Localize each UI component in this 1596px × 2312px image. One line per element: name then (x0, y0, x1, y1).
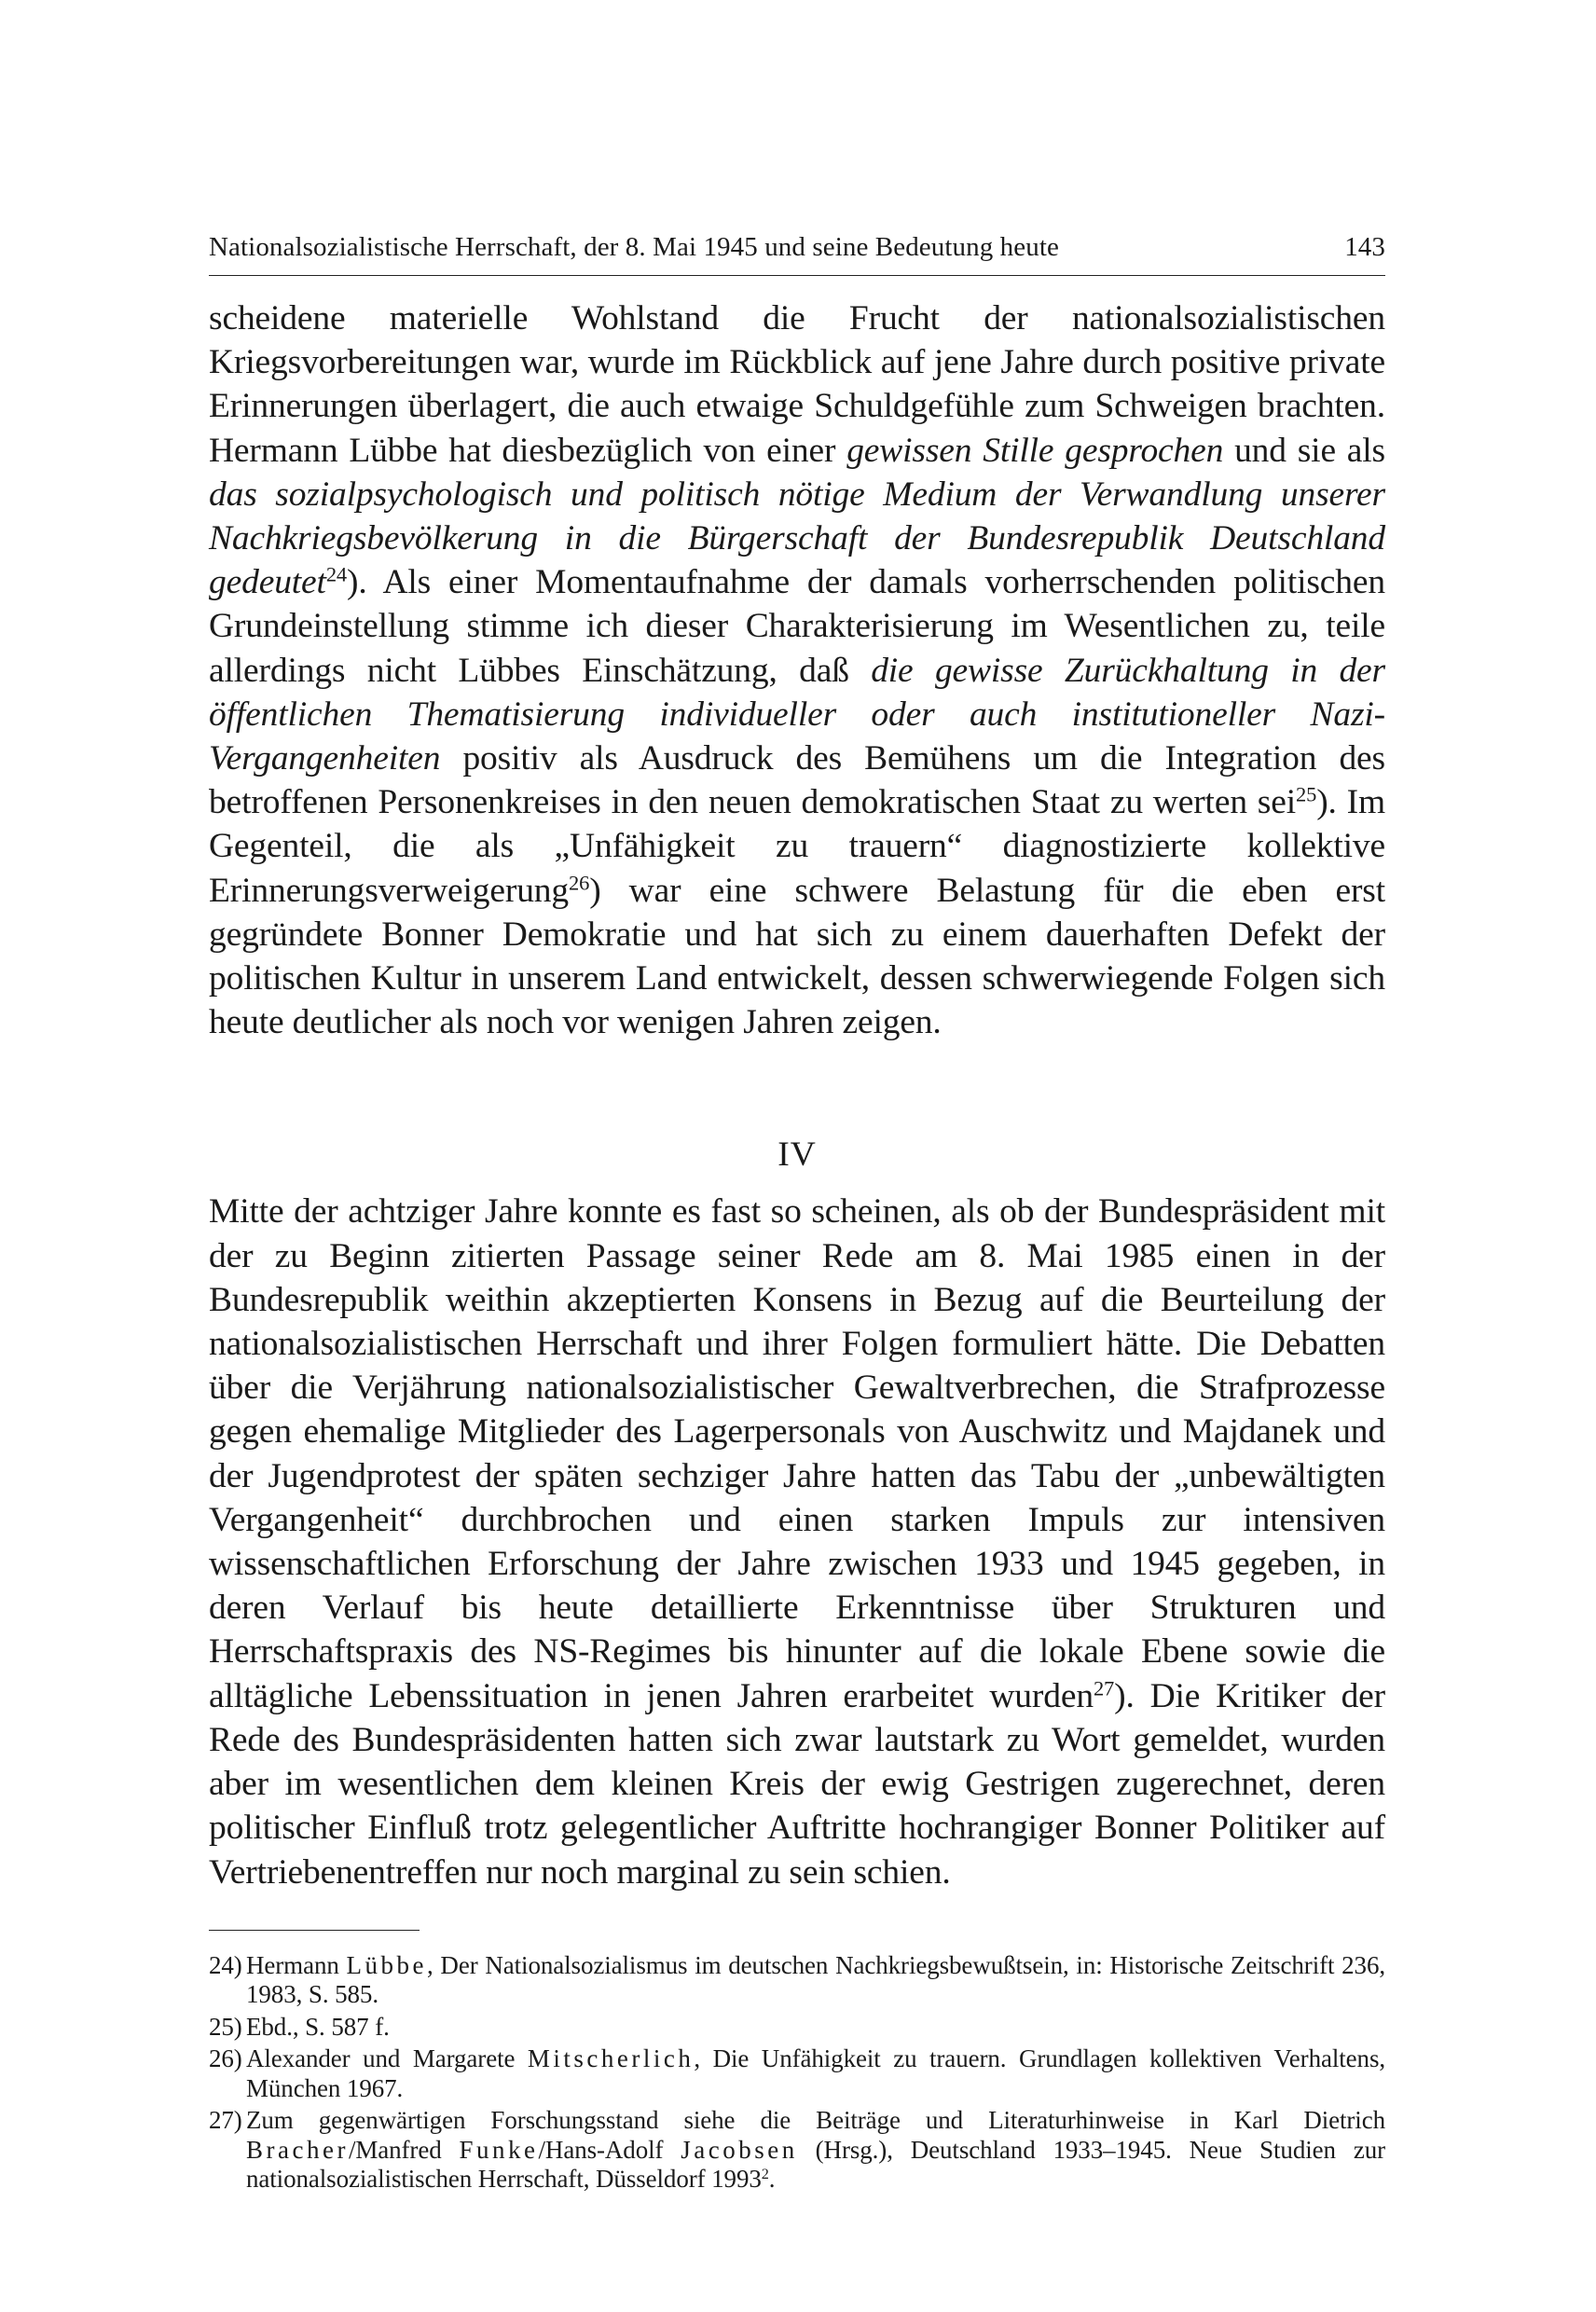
footnote-24 (209, 1951, 1385, 2010)
text-run: Mitte der achtziger Jahre konnte es fast so scheinen, als ob der Bundespräsident mit der zu Beginn zitierten Passage seiner Rede am 8. Mai 1985 einen in der Bundesrepublik weithin akzeptierten Konsens in Bezug auf die Beurteilung der nationalsozialistischen Herrschaft und ihrer Folgen formuliert hätte. Die Debatten über die Verjährung nationalsozialistischer Gewaltverbrechen, die Strafprozesse gegen ehemalige Mitglieder des Lagerpersonals von Auschwitz und Majdanek und der Jugendprotest der späten sechziger Jahre hatten das Tabu der „unbewältigten Vergangenheit“ durchbrochen und einen starken Impuls zur intensiven wissenschaftlichen Erforschung der Jahre zwischen 1933 und 1945 gegeben, in deren Verlauf bis heute detaillierte Erkenntnisse über Strukturen und Herrschaftspraxis des NS-Regimes bis hinunter auf die lokale Ebene sowie die alltägliche Lebenssituation in jenen Jahren erarbeitet wurden (209, 1192, 1385, 1715)
footnote-rule (209, 1930, 420, 1931)
footnote-mark: 25) (209, 2012, 242, 2041)
text-run: scheidene materielle Wohlstand die Frucht der nationalsozialistischen Kriegsvorbereitungen war, wurde im Rückblick auf jene Jahre durch positive private Erinnerungen überlagert, die auch etwaige Schuldgefühle zum Schweigen brachten. Hermann Lübbe hat diesbezüglich von einer (209, 299, 1385, 470)
running-head-title: Nationalsozialistische Herrschaft, der 8. Mai 1945 und seine Bedeutung heute (209, 232, 1059, 262)
author-name: Mitscherlich (527, 2044, 695, 2073)
footnote-26 (209, 2044, 1385, 2103)
author-name: Jacobsen (681, 2135, 798, 2164)
running-head (209, 228, 1385, 276)
page (209, 228, 1385, 2197)
footnote-text (246, 1951, 1385, 2010)
footnote-mark: 24) (209, 1950, 242, 1979)
italic-quote: das sozialpsychologisch und politisch nötige Medium der Verwandlung unserer Nachkriegsbevölkerung in die Bürgerschaft der Bundesrepublik Deutschland gedeutet (209, 475, 1385, 602)
text-run: /Manfred (348, 2135, 460, 2164)
footnote-mark: 26) (209, 2044, 242, 2073)
author-name: Funke (459, 2135, 539, 2164)
body-text (209, 296, 1385, 1894)
text-run: ). Die Kritiker der Rede des Bundespräsidenten hatten sich zwar lautstark zu Wort gemeldet, wurden aber im wesentlichen dem kleinen Kreis der ewig Gestrigen zugerechnet, deren politischer Einfluß trotz gelegentlicher Auftritte hochrangiger Bonner Politiker auf Vertriebenentreffen nur noch marginal zu sein schien. (209, 1676, 1386, 1892)
footnote-text (246, 2044, 1385, 2103)
text-run: positiv als Ausdruck des Bemühens um die Integration des betroffenen Personenkreises in den neuen demokratischen Staat zu werten sei (209, 739, 1385, 822)
text-run: , Die Unfähigkeit zu trauern. Grundlagen kollektiven Verhaltens, München 1967. (246, 2044, 1385, 2102)
italic-quote: die gewisse Zurückhaltung in der öffentlichen Thematisierung individueller oder auch institutioneller Nazi-Vergangenheiten (209, 651, 1385, 778)
paragraph-2 (209, 1190, 1385, 1893)
text-run: , Der Nationalsozialismus im deutschen Nachkriegsbewußtsein, in: Historische Zeitschrift 236, 1983, S. 585. (246, 1950, 1385, 2009)
text-run: . (768, 2165, 776, 2194)
footnote-ref-27[interactable]: 27 (1093, 1676, 1115, 1700)
text-run: ). Als einer Momentaufnahme der damals vorherrschenden politischen Grundeinstellung stimme ich dieser Charakterisierung im Wesentlichen zu, teile allerdings nicht Lübbes Einschätzung, daß (209, 563, 1385, 690)
text-run: Hermann (246, 1950, 347, 1979)
footnote-25 (209, 2013, 1385, 2043)
edition-superscript: 2 (761, 2166, 769, 2183)
text-run: Zum gegenwärtigen Forschungsstand siehe die Beiträge und Literaturhinweise in Karl Dietrich (246, 2106, 1385, 2135)
text-run: ). Im Gegenteil, die als „Unfähigkeit zu trauern“ diagnostizierte kollektive Erinnerungsverweigerung (209, 783, 1385, 910)
footnote-ref-26[interactable]: 26 (569, 871, 590, 895)
author-name: Bracher (246, 2135, 349, 2164)
section-heading: IV (777, 1135, 817, 1175)
footnotes (209, 1951, 1385, 2195)
author-name: Lübbe (346, 1950, 428, 1979)
text-run: ) war eine schwere Belastung für die eben erst gegründete Bonner Demokratie und hat sich zu einem dauerhaften Defekt der politischen Kultur in unserem Land entwickelt, dessen schwerwiegende Folgen sich heute deutlicher als noch vor wenigen Jahren zeigen. (209, 871, 1385, 1042)
footnote-ref-24[interactable]: 24 (325, 562, 348, 586)
text-run: (Hrsg.), Deutschland 1933–1945. Neue Studien zur nationalsozialistischen Herrschaft, Düsseldorf 1993 (246, 2135, 1385, 2194)
text-run: /Hans-Adolf (538, 2135, 681, 2164)
page-number: 143 (1344, 232, 1385, 262)
footnote-mark: 27) (209, 2106, 242, 2135)
italic-quote: gewissen Stille gesprochen (846, 431, 1224, 470)
footnote-text (246, 2106, 1385, 2195)
text-run: und sie als (1223, 431, 1385, 470)
footnote-text (246, 2013, 1385, 2043)
footnote-ref-25[interactable]: 25 (1296, 782, 1317, 806)
text-run: Ebd., S. 587 f. (246, 2012, 390, 2041)
text-run: Alexander und Margarete (246, 2044, 528, 2073)
footnote-27 (209, 2106, 1385, 2195)
paragraph-1 (209, 296, 1385, 1044)
